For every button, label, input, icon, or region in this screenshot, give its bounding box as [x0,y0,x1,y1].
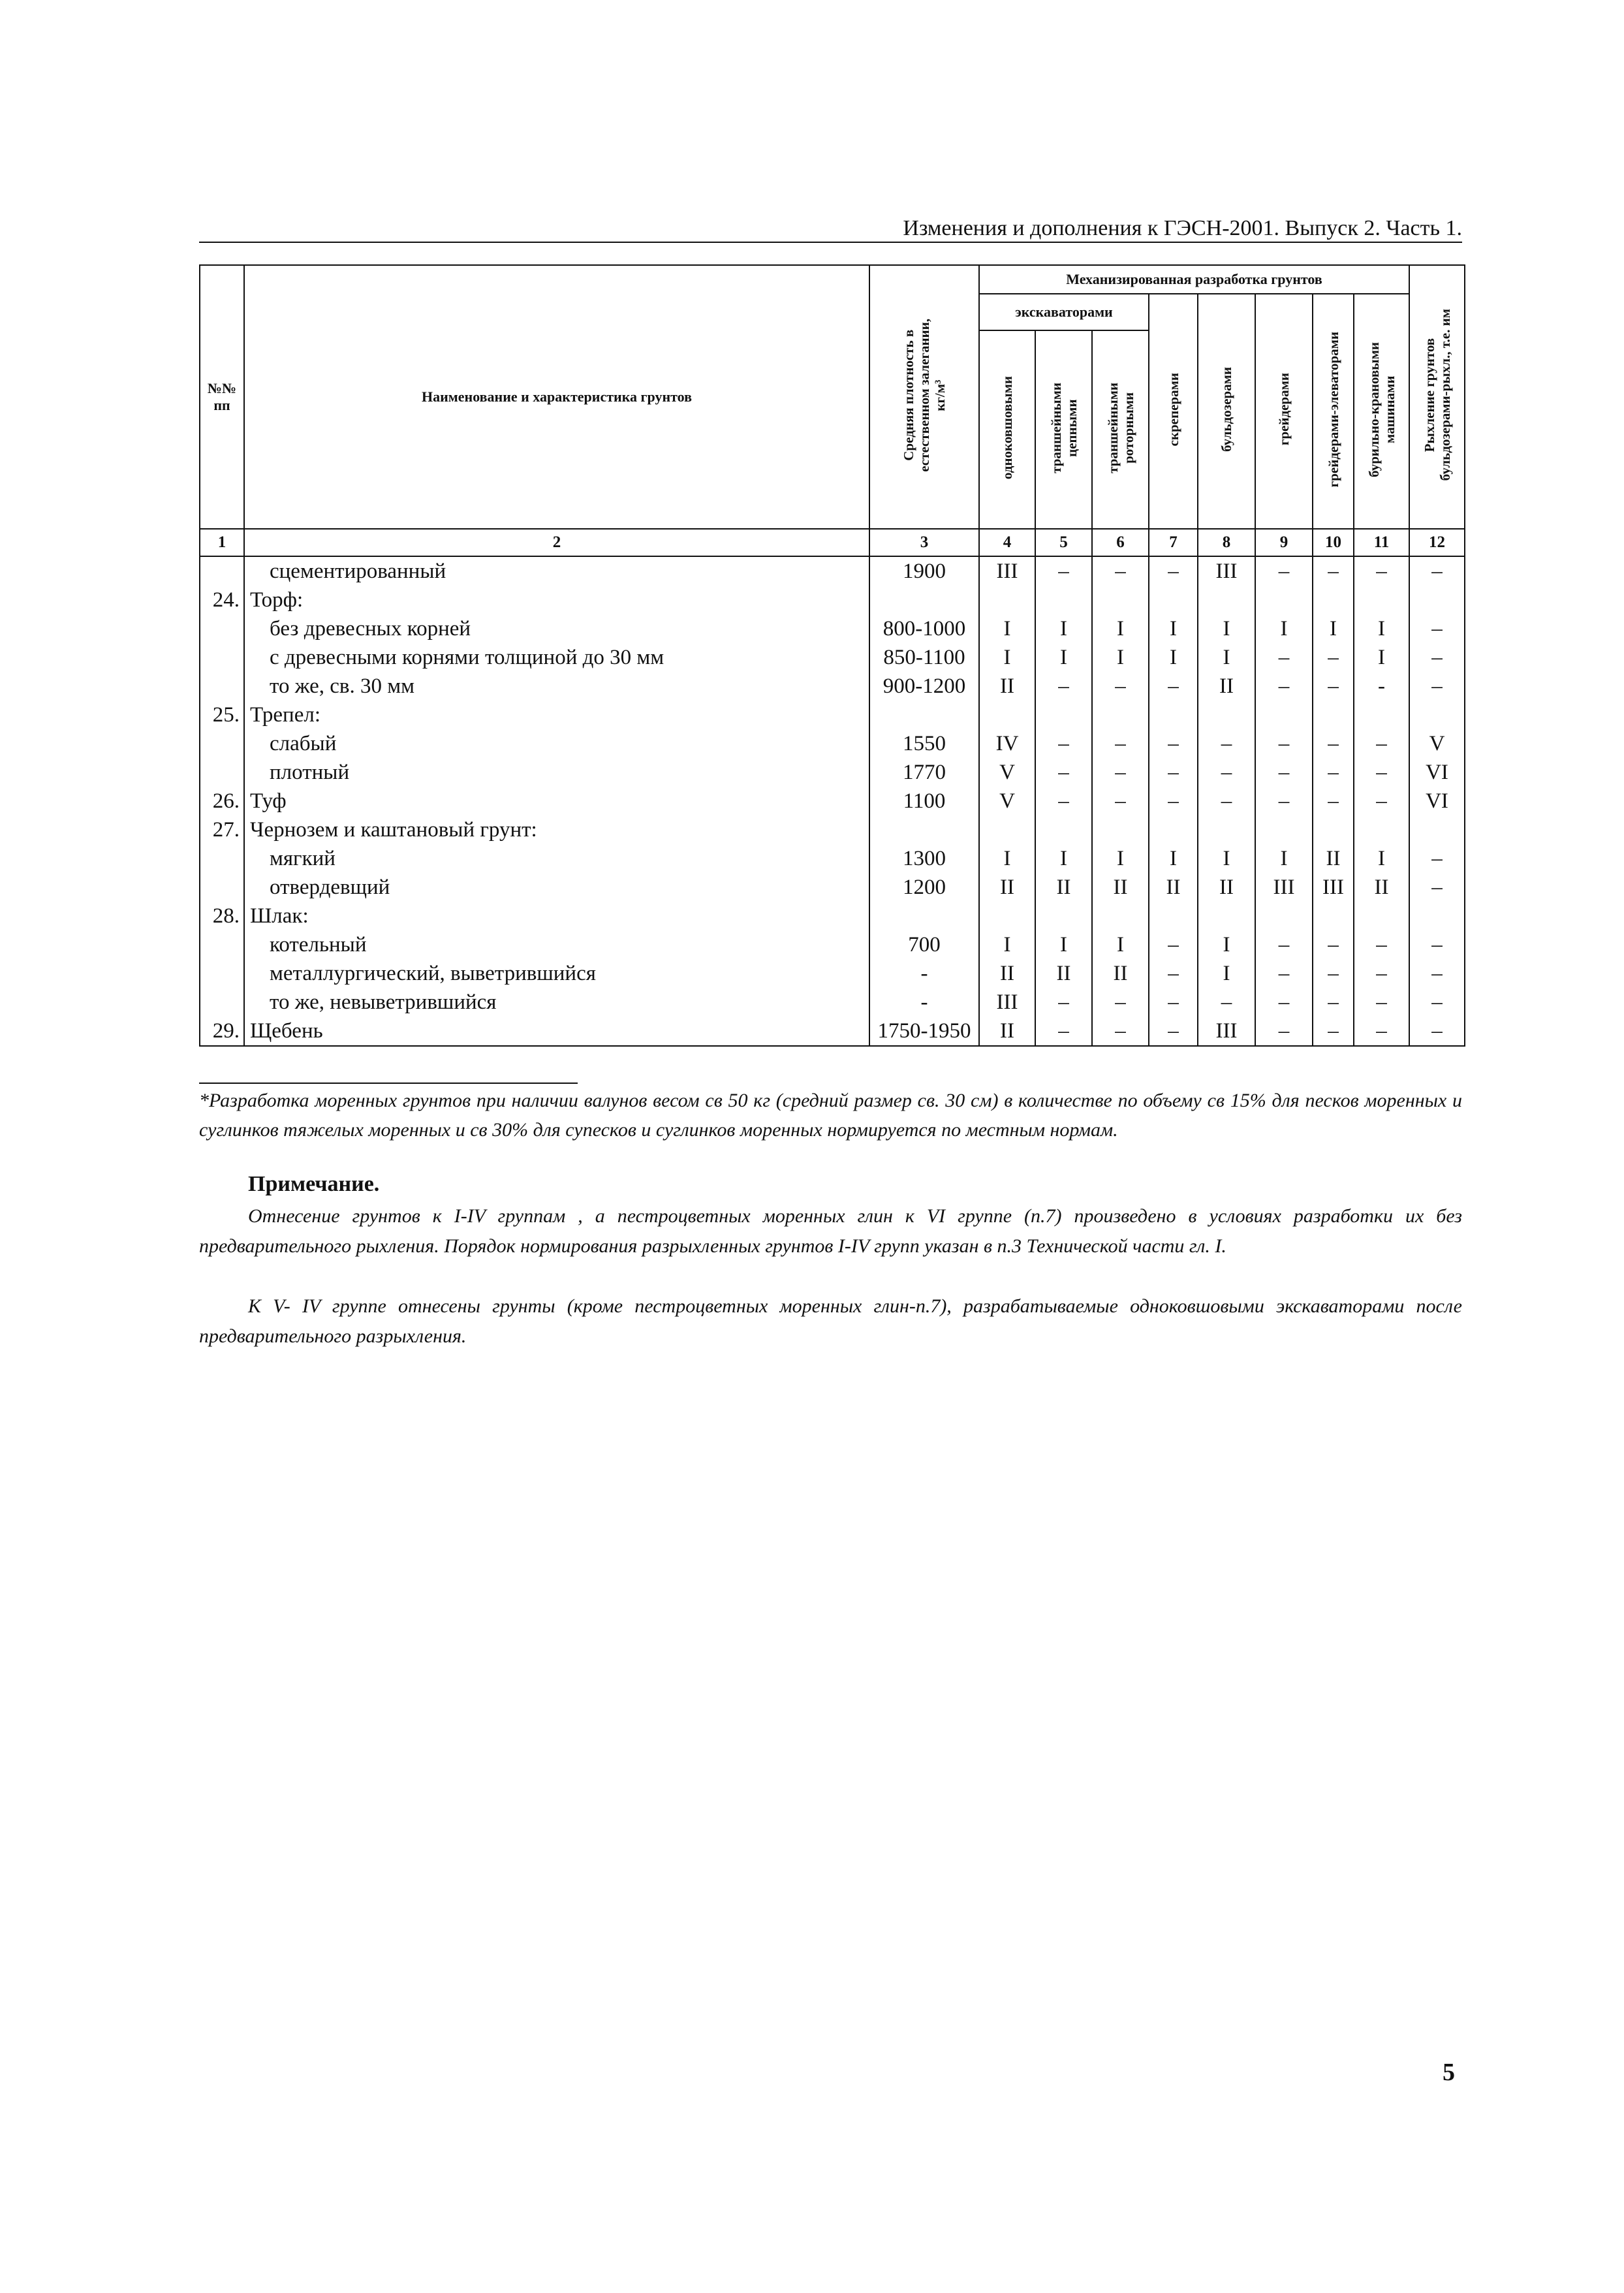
group-cell: - [1354,672,1409,701]
header-scrapers: скреперами [1149,294,1198,529]
group-cell: – [1035,787,1092,815]
group-cell [1149,701,1198,729]
col-number: 5 [1035,529,1092,556]
col-number: 12 [1409,529,1465,556]
group-cell [1198,701,1255,729]
header-excavators: экскаваторами [979,294,1149,330]
row-number [200,672,244,701]
group-cell: – [1092,988,1149,1017]
soil-name: мягкий [244,844,869,873]
group-cell: I [1035,844,1092,873]
table-row [200,873,1465,902]
group-cell: – [1149,988,1198,1017]
soil-name: Чернозем и каштановый грунт: [244,815,869,844]
header-drill-crane: бурильно-крановыми машинами [1354,294,1409,529]
group-cell [1035,815,1092,844]
header-name: Наименование и характеристика грунтов [244,265,869,529]
group-cell: – [1313,672,1354,701]
group-cell: – [1035,556,1092,586]
density-cell [869,586,979,614]
page-header: Изменения и дополнения к ГЭСН-2001. Выпуск 2. Часть 1. [903,216,1462,240]
header-loosening: Рыхление грунтов бульдозерами-рыхл., т.е. им [1409,265,1465,529]
group-cell [1149,902,1198,930]
group-cell: II [1035,873,1092,902]
table-row [200,959,1465,988]
group-cell: – [1313,643,1354,672]
density-cell: 1550 [869,729,979,758]
group-cell: I [1035,614,1092,643]
col-number: 11 [1354,529,1409,556]
header-density: Средняя плотность в естественном залегании, кг/м³ [869,265,979,529]
group-cell: I [1092,844,1149,873]
table-row [200,672,1465,701]
group-cell: – [1354,959,1409,988]
group-cell [1149,586,1198,614]
note-paragraph-2: К V- IV группе отнесены грунты (кроме пестроцветных моренных глин-п.7), разрабатываемые одноковшовыми экскаваторами после предварительного разрыхления. [199,1295,1462,1347]
col-number: 4 [979,529,1035,556]
group-cell: I [1354,643,1409,672]
group-cell: – [1313,1017,1354,1046]
group-cell: – [1255,643,1313,672]
group-cell [979,701,1035,729]
group-cell: – [1149,1017,1198,1046]
density-cell: 900-1200 [869,672,979,701]
group-cell: – [1198,758,1255,787]
group-cell: III [979,988,1035,1017]
group-cell [1313,701,1354,729]
header-single-bucket: одноковшовыми [979,330,1035,529]
group-cell: – [1149,758,1198,787]
group-cell: – [1198,988,1255,1017]
group-cell: I [1035,930,1092,959]
group-cell: II [1092,959,1149,988]
soil-name: то же, невыветрившийся [244,988,869,1017]
group-cell [1354,902,1409,930]
group-cell: – [1149,787,1198,815]
group-cell [1354,701,1409,729]
column-numbers-row [200,529,1465,556]
row-number [200,873,244,902]
density-cell [869,701,979,729]
table-row [200,701,1465,729]
group-cell: – [1409,556,1465,586]
header-rule [199,242,1462,243]
group-cell: – [1409,988,1465,1017]
group-cell: I [979,930,1035,959]
group-cell: II [979,672,1035,701]
header-num: №№ пп [200,265,244,529]
group-cell: – [1035,1017,1092,1046]
group-cell: – [1149,959,1198,988]
table-row [200,758,1465,787]
group-cell: III [1255,873,1313,902]
group-cell: I [1313,614,1354,643]
group-cell: III [1313,873,1354,902]
group-cell: – [1313,988,1354,1017]
density-cell: 700 [869,930,979,959]
group-cell: I [1354,844,1409,873]
group-cell: I [1198,959,1255,988]
group-cell [1409,586,1465,614]
page-number: 5 [1443,2059,1455,2086]
group-cell: – [1035,672,1092,701]
col-number: 9 [1255,529,1313,556]
group-cell: – [1092,787,1149,815]
row-number [200,643,244,672]
table-row [200,586,1465,614]
group-cell: – [1149,556,1198,586]
group-cell: – [1092,672,1149,701]
group-cell: I [1198,930,1255,959]
group-cell: I [1035,643,1092,672]
soil-name: плотный [244,758,869,787]
group-cell: – [1354,930,1409,959]
density-cell: 850-1100 [869,643,979,672]
density-cell: 1770 [869,758,979,787]
group-cell: I [1092,643,1149,672]
group-cell: – [1409,643,1465,672]
group-cell: – [1255,988,1313,1017]
group-cell: I [1198,614,1255,643]
table-row [200,902,1465,930]
group-cell: – [1255,930,1313,959]
group-cell: I [1255,844,1313,873]
density-cell: 800-1000 [869,614,979,643]
group-cell: V [1409,729,1465,758]
group-cell: – [1354,758,1409,787]
group-cell: – [1313,930,1354,959]
group-cell: – [1255,787,1313,815]
group-cell: – [1409,930,1465,959]
group-cell [1255,815,1313,844]
group-cell: VI [1409,758,1465,787]
group-cell: V [979,787,1035,815]
soil-name: слабый [244,729,869,758]
group-cell [1198,815,1255,844]
group-cell [979,902,1035,930]
density-cell: 1300 [869,844,979,873]
group-cell: I [1354,614,1409,643]
group-cell: I [979,844,1035,873]
density-cell: - [869,988,979,1017]
group-cell: I [1092,930,1149,959]
note-title: Примечание. [248,1172,380,1196]
density-cell: - [869,959,979,988]
col-number: 2 [244,529,869,556]
group-cell: – [1149,930,1198,959]
group-cell: – [1092,1017,1149,1046]
row-number [200,614,244,643]
group-cell: I [1092,614,1149,643]
group-cell: III [979,556,1035,586]
group-cell: – [1255,672,1313,701]
group-cell: I [979,643,1035,672]
group-cell: II [1092,873,1149,902]
group-cell: I [979,614,1035,643]
group-cell [1409,815,1465,844]
group-cell: – [1313,758,1354,787]
row-number: 26. [200,787,244,815]
soil-name: Шлак: [244,902,869,930]
group-cell: III [1198,1017,1255,1046]
group-cell [1198,902,1255,930]
group-cell [1313,815,1354,844]
table-row [200,643,1465,672]
density-cell [869,902,979,930]
group-cell [1149,815,1198,844]
footnote: *Разработка моренных грунтов при наличии валунов весом св 50 кг (средний размер св. 30 см) в количестве по объему св 15% для песков моренных и суглинков тяжелых моренных и св 30% для супесков и суглинков моренных нормируется по местным нормам. [199,1090,1462,1141]
row-number [200,758,244,787]
group-cell: – [1354,787,1409,815]
table-row [200,930,1465,959]
table-row [200,787,1465,815]
group-cell: I [1198,844,1255,873]
footnote-rule [199,1083,578,1084]
group-cell [1409,701,1465,729]
group-cell: – [1313,556,1354,586]
group-cell [1409,902,1465,930]
group-cell: – [1035,988,1092,1017]
header-trench-chain: траншейными цепными [1035,330,1092,529]
soil-name: котельный [244,930,869,959]
col-number: 8 [1198,529,1255,556]
header-grader-elevators: грейдерами-элеваторами [1313,294,1354,529]
group-cell: – [1255,729,1313,758]
group-cell: – [1313,787,1354,815]
row-number [200,959,244,988]
group-cell: – [1255,556,1313,586]
group-cell [1255,902,1313,930]
density-cell [869,815,979,844]
density-cell: 1100 [869,787,979,815]
table-row [200,988,1465,1017]
group-cell: – [1354,556,1409,586]
header-graders: грейдерами [1255,294,1313,529]
group-cell [1092,701,1149,729]
group-cell [979,815,1035,844]
table-row [200,844,1465,873]
group-cell: – [1409,844,1465,873]
header-trench-rotor: траншейными роторными [1092,330,1149,529]
group-cell: – [1313,729,1354,758]
group-cell: II [1198,873,1255,902]
row-number: 29. [200,1017,244,1046]
header-bulldozers: бульдозерами [1198,294,1255,529]
table-row [200,1017,1465,1046]
group-cell: II [1313,844,1354,873]
group-cell: – [1409,873,1465,902]
group-cell: II [979,959,1035,988]
soil-name: Туф [244,787,869,815]
group-cell [979,586,1035,614]
group-cell: – [1198,787,1255,815]
header-mechanized: Механизированная разработка грунтов [979,265,1409,294]
group-cell: – [1198,729,1255,758]
group-cell [1035,902,1092,930]
group-cell: – [1149,729,1198,758]
group-cell [1092,815,1149,844]
group-cell [1354,815,1409,844]
row-number: 28. [200,902,244,930]
col-number: 7 [1149,529,1198,556]
group-cell: – [1354,988,1409,1017]
table-body [200,556,1465,1046]
group-cell [1255,701,1313,729]
soil-name: без древесных корней [244,614,869,643]
col-number: 10 [1313,529,1354,556]
group-cell [1035,701,1092,729]
soil-groups-table [199,264,1465,1047]
group-cell: II [979,1017,1035,1046]
row-number: 24. [200,586,244,614]
row-number [200,930,244,959]
row-number [200,844,244,873]
group-cell [1255,586,1313,614]
row-number [200,556,244,586]
group-cell: – [1255,758,1313,787]
group-cell [1313,586,1354,614]
row-number: 27. [200,815,244,844]
table-row [200,614,1465,643]
group-cell: I [1149,844,1198,873]
group-cell: VI [1409,787,1465,815]
group-cell: I [1198,643,1255,672]
group-cell: – [1035,758,1092,787]
group-cell: I [1255,614,1313,643]
group-cell: II [1354,873,1409,902]
group-cell: – [1354,1017,1409,1046]
group-cell: – [1409,614,1465,643]
group-cell [1198,586,1255,614]
soil-name: с древесными корнями толщиной до 30 мм [244,643,869,672]
soil-name: Щебень [244,1017,869,1046]
table-row [200,729,1465,758]
group-cell: – [1092,556,1149,586]
group-cell: II [979,873,1035,902]
row-number: 25. [200,701,244,729]
table-row [200,815,1465,844]
group-cell: – [1409,1017,1465,1046]
group-cell: I [1149,614,1198,643]
group-cell: II [1149,873,1198,902]
group-cell: – [1035,729,1092,758]
soil-name: то же, св. 30 мм [244,672,869,701]
col-number: 6 [1092,529,1149,556]
density-cell: 1900 [869,556,979,586]
table-row [200,556,1465,586]
group-cell: II [1198,672,1255,701]
group-cell: – [1092,758,1149,787]
group-cell: – [1409,672,1465,701]
group-cell: – [1092,729,1149,758]
group-cell [1035,586,1092,614]
group-cell: – [1255,1017,1313,1046]
note-paragraph-1: Отнесение грунтов к I-IV группам , а пестроцветных моренных глин к VI группе (п.7) произведено в условиях разработки их без предварительного рыхления. Порядок нормирования разрыхленных грунтов I-IV групп указан в п.3 Технической части гл. I. [199,1205,1462,1257]
group-cell [1092,902,1149,930]
density-cell: 1200 [869,873,979,902]
soil-name: Трепел: [244,701,869,729]
col-number: 1 [200,529,244,556]
group-cell: IV [979,729,1035,758]
group-cell [1313,902,1354,930]
soil-name: отвердевщий [244,873,869,902]
group-cell [1092,586,1149,614]
group-cell [1354,586,1409,614]
soil-name: металлургический, выветрившийся [244,959,869,988]
col-number: 3 [869,529,979,556]
group-cell: – [1149,672,1198,701]
group-cell: – [1409,959,1465,988]
density-cell: 1750-1950 [869,1017,979,1046]
group-cell: I [1149,643,1198,672]
row-number [200,729,244,758]
group-cell: – [1255,959,1313,988]
group-cell: III [1198,556,1255,586]
soil-name: сцементированный [244,556,869,586]
group-cell: II [1035,959,1092,988]
group-cell: – [1313,959,1354,988]
group-cell: – [1354,729,1409,758]
group-cell: V [979,758,1035,787]
soil-name: Торф: [244,586,869,614]
row-number [200,988,244,1017]
